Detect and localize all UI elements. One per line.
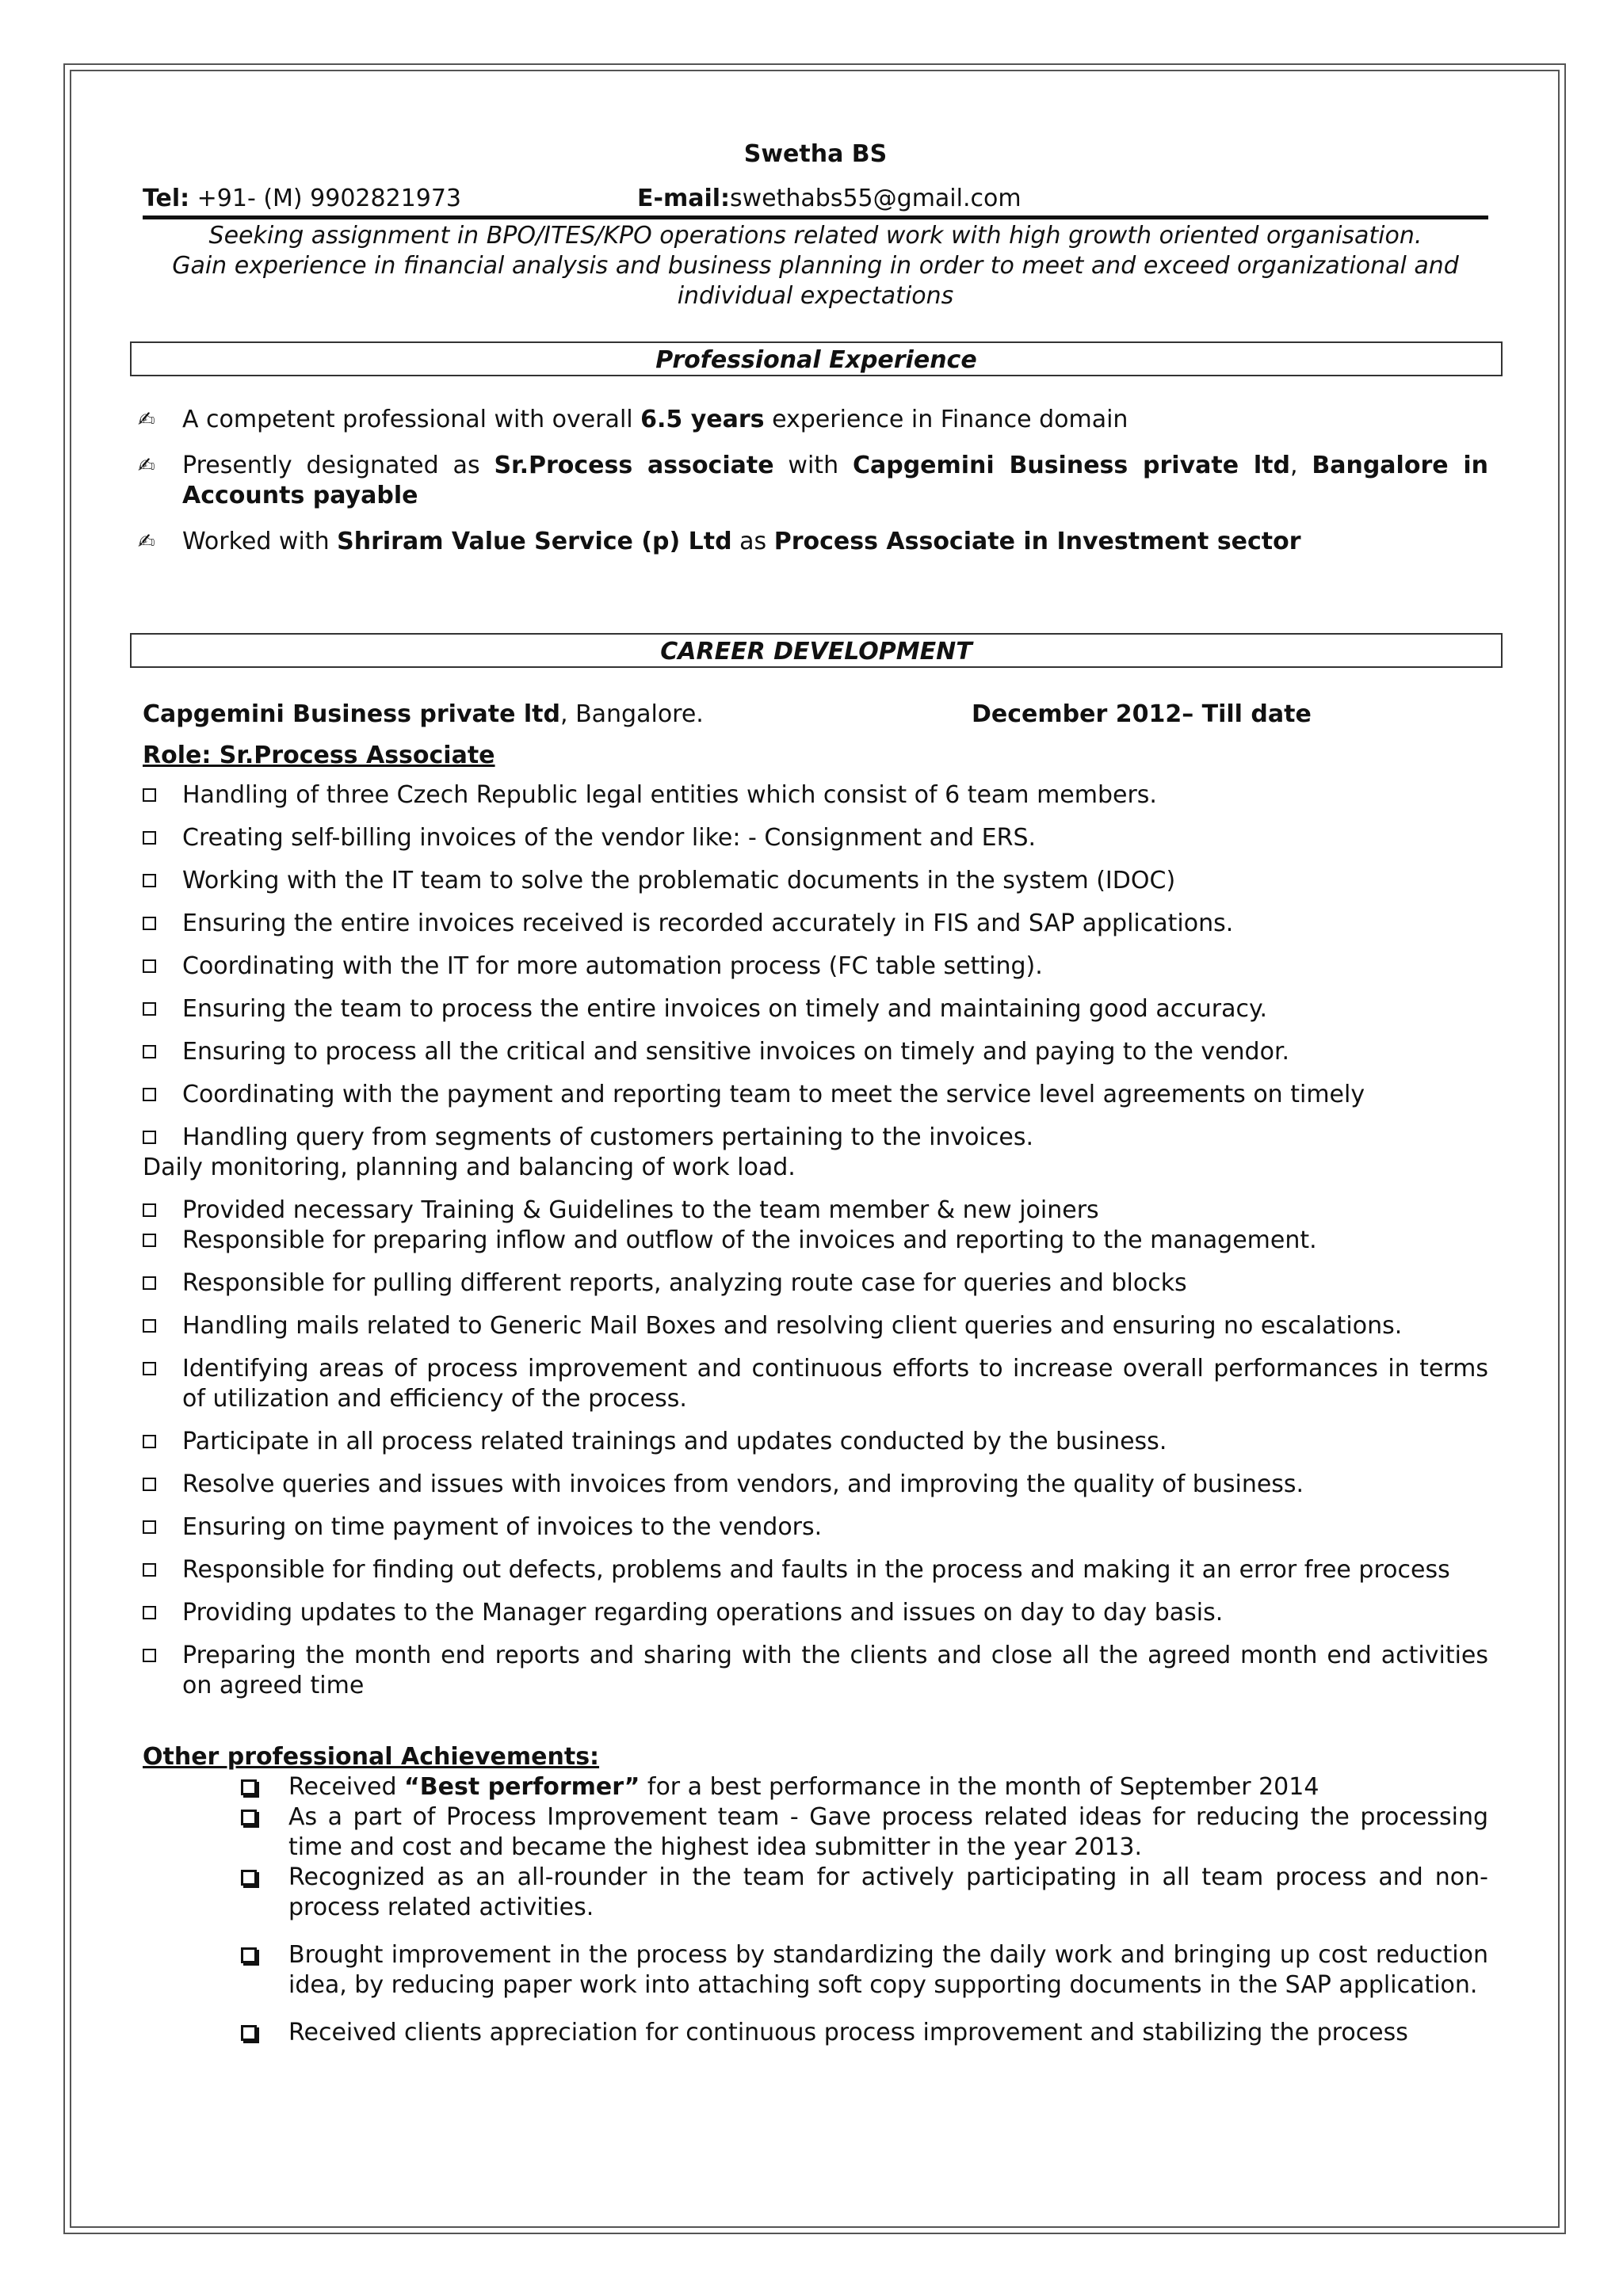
list-item: Handling mails related to Generic Mail Boxes and resolving client queries and ensuring no escalations. xyxy=(143,1311,1488,1341)
candidate-name: Swetha BS xyxy=(743,140,888,168)
list-item: Received clients appreciation for continuous process improvement and stabilizing the process xyxy=(241,2018,1488,2048)
checkbox-bullet-icon xyxy=(143,959,156,973)
checkbox-bullet-icon xyxy=(241,1947,257,1963)
checkbox-bullet-icon xyxy=(241,1810,257,1825)
checkbox-bullet-icon xyxy=(143,1203,156,1217)
checkbox-bullet-icon xyxy=(241,2025,257,2041)
checkbox-bullet-icon xyxy=(143,788,156,802)
achievements-heading: Other professional Achievements: xyxy=(143,1743,600,1771)
list-item: Handling query from segments of customers pertaining to the invoices. xyxy=(143,1123,1488,1153)
checkbox-bullet-icon xyxy=(143,1649,156,1662)
objective-line: individual expectations xyxy=(677,282,954,310)
checkbox-bullet-icon xyxy=(143,1319,156,1333)
professional-experience-list xyxy=(138,405,1488,557)
checkbox-bullet-icon xyxy=(241,1870,257,1886)
duties-list-continued xyxy=(143,1196,1488,1701)
checkbox-bullet-icon xyxy=(143,1276,156,1290)
professional-experience-heading: Professional Experience xyxy=(130,341,1503,376)
list-item: Ensuring the entire invoices received is recorded accurately in FIS and SAP applications. xyxy=(143,909,1488,939)
job-header xyxy=(143,700,1488,731)
checkbox-bullet-icon xyxy=(143,1088,156,1101)
list-item: Providing updates to the Manager regarding operations and issues on day to day basis. xyxy=(143,1598,1488,1628)
list-item: Participate in all process related trainings and updates conducted by the business. xyxy=(143,1427,1488,1457)
list-item: Ensuring the team to process the entire invoices on timely and maintaining good accuracy. xyxy=(143,994,1488,1024)
checkbox-bullet-icon xyxy=(143,1002,156,1016)
list-item: Received “Best performer” for a best performance in the month of September 2014 xyxy=(241,1772,1488,1802)
checkbox-bullet-icon xyxy=(143,1131,156,1144)
checkbox-bullet-icon xyxy=(143,917,156,930)
resume-document xyxy=(138,135,1488,2065)
objective-statement xyxy=(143,221,1488,311)
list-item: Coordinating with the payment and reporting team to meet the service level agreements on timely xyxy=(143,1080,1488,1110)
achievements-list xyxy=(143,1772,1488,2048)
checkbox-bullet-icon xyxy=(143,1435,156,1448)
job-role: Role: Sr.Process Associate xyxy=(143,742,495,769)
checkbox-bullet-icon xyxy=(241,1779,257,1795)
list-item: Handling of three Czech Republic legal entities which consist of 6 team members. xyxy=(143,780,1488,810)
job-dates: December 2012– Till date xyxy=(972,700,1312,728)
list-item: Identifying areas of process improvement and continuous efforts to increase overall performances in terms of utilization and efficiency of the process. xyxy=(143,1354,1488,1414)
objective-line: Seeking assignment in BPO/ITES/KPO operations related work with high growth oriented organisation. xyxy=(208,222,1423,250)
list-item: Coordinating with the IT for more automation process (FC table setting). xyxy=(143,952,1488,982)
list-item: ✍ Presently designated as Sr.Process associate with Capgemini Business private ltd, Bangalore in Accounts payable xyxy=(138,452,1488,509)
duties-list xyxy=(143,780,1488,1153)
list-item: Provided necessary Training & Guidelines to the team member & new joiners xyxy=(143,1196,1488,1226)
list-item: Responsible for preparing inflow and outflow of the invoices and reporting to the management. xyxy=(143,1226,1488,1256)
writing-hand-icon: ✍ xyxy=(138,530,155,554)
list-item: Responsible for pulling different reports, analyzing route case for queries and blocks xyxy=(143,1268,1488,1299)
contact-line xyxy=(143,184,1488,219)
list-item: Ensuring on time payment of invoices to the vendors. xyxy=(143,1512,1488,1543)
checkbox-bullet-icon xyxy=(143,874,156,887)
list-item: Working with the IT team to solve the problematic documents in the system (IDOC) xyxy=(143,866,1488,896)
list-item: As a part of Process Improvement team - Gave process related ideas for reducing the processing time and cost and became the highest idea submitter in the year 2013. xyxy=(241,1802,1488,1863)
checkbox-bullet-icon xyxy=(143,1606,156,1619)
list-item: ✍ Worked with Shriram Value Service (p) Ltd as Process Associate in Investment sector xyxy=(138,528,1301,555)
list-item: Resolve queries and issues with invoices from vendors, and improving the quality of business. xyxy=(143,1470,1488,1500)
checkbox-bullet-icon xyxy=(143,1362,156,1375)
list-item: Preparing the month end reports and sharing with the clients and close all the agreed month end activities on agreed time xyxy=(143,1641,1488,1701)
checkbox-bullet-icon xyxy=(143,1234,156,1247)
list-item: Brought improvement in the process by standardizing the daily work and bringing up cost reduction idea, by reducing paper work into attaching soft copy supporting documents in the SAP application. xyxy=(241,1940,1488,2000)
checkbox-bullet-icon xyxy=(143,831,156,845)
daily-monitoring-line: Daily monitoring, planning and balancing of work load. xyxy=(143,1154,796,1181)
list-item: Ensuring to process all the critical and sensitive invoices on timely and paying to the vendor. xyxy=(143,1037,1488,1067)
writing-hand-icon: ✍ xyxy=(138,454,155,478)
list-item: ✍ A competent professional with overall 6.5 years experience in Finance domain xyxy=(138,406,1128,433)
checkbox-bullet-icon xyxy=(143,1563,156,1577)
list-item: Recognized as an all-rounder in the team for actively participating in all team process and non-process related activities. xyxy=(241,1863,1488,1923)
career-development-heading: CAREER DEVELOPMENT xyxy=(130,633,1503,668)
checkbox-bullet-icon xyxy=(143,1045,156,1058)
writing-hand-icon: ✍ xyxy=(138,408,155,432)
checkbox-bullet-icon xyxy=(143,1520,156,1534)
email: E-mail:swethabs55@gmail.com xyxy=(637,185,1022,212)
list-item: Creating self-billing invoices of the vendor like: - Consignment and ERS. xyxy=(143,823,1488,853)
checkbox-bullet-icon xyxy=(143,1478,156,1491)
employer: Capgemini Business private ltd, Bangalore. xyxy=(143,700,704,728)
telephone: Tel: +91- (M) 9902821973 xyxy=(143,185,462,212)
objective-line: Gain experience in financial analysis and business planning in order to meet and exceed organizational and xyxy=(172,252,1459,280)
list-item: Responsible for finding out defects, problems and faults in the process and making it an error free process xyxy=(143,1555,1488,1585)
